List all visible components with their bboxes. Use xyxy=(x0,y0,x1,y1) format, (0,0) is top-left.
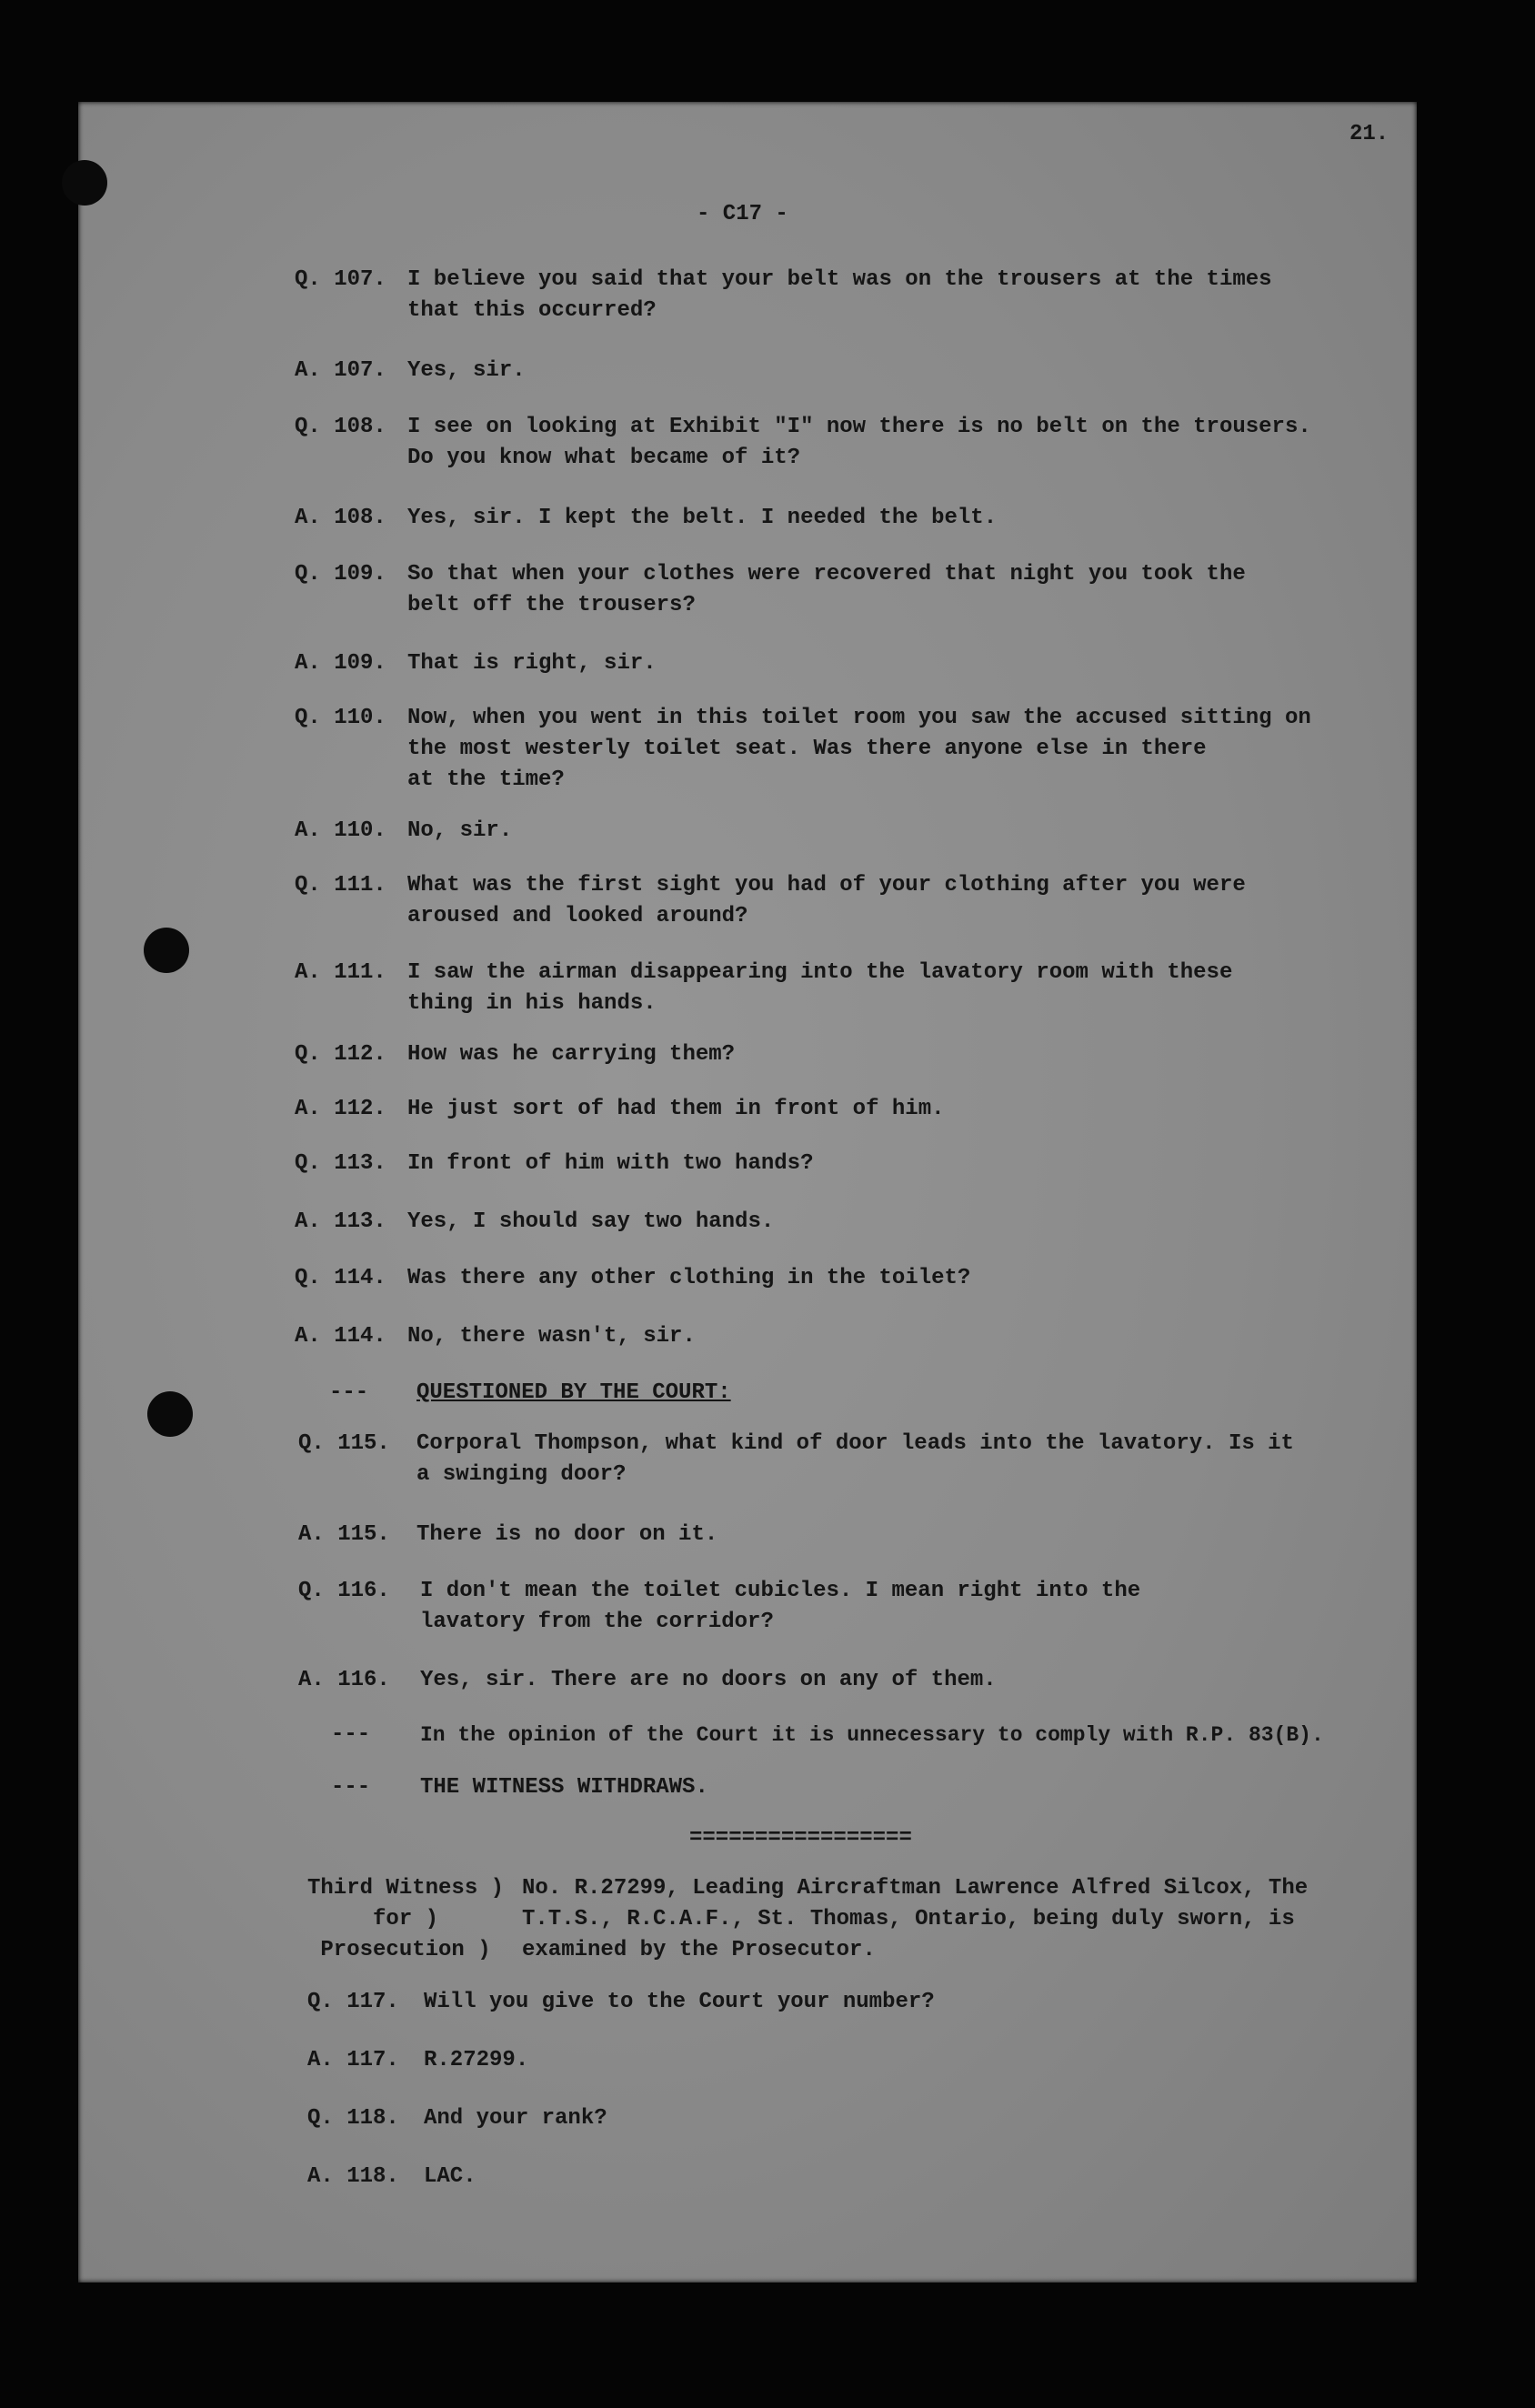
entry-text: That is right, sir. xyxy=(407,651,657,676)
entry-label: A. 108. xyxy=(295,506,386,530)
entry-text: Yes, sir. There are no doors on any of them. xyxy=(420,1668,997,1692)
entry-text: a swinging door? xyxy=(416,1462,627,1487)
punch-hole-middle xyxy=(144,928,189,973)
entry-label: A. 107. xyxy=(295,358,386,383)
witness-label-line: for ) xyxy=(373,1907,439,1931)
entry-text: thing in his hands. xyxy=(407,991,657,1016)
entry-text: the most westerly toilet seat. Was there anyone else in there xyxy=(407,737,1207,761)
witness-details-line: No. R.27299, Leading Aircraftman Lawrence Alfred Silcox, The xyxy=(522,1876,1309,1901)
entry-label: Q. 115. xyxy=(298,1431,390,1456)
entry-label: A. 111. xyxy=(295,960,386,985)
entry-text: No, there wasn't, sir. xyxy=(407,1324,696,1349)
entry-label: A. 118. xyxy=(307,2164,399,2189)
entry-text: Yes, sir. I kept the belt. I needed the belt. xyxy=(407,506,998,530)
page-corner-number: 21. xyxy=(1349,122,1390,146)
entry-label: A. 114. xyxy=(295,1324,386,1349)
entry-text: Corporal Thompson, what kind of door leads into the lavatory. Is it xyxy=(416,1431,1294,1456)
entry-label: A. 113. xyxy=(295,1209,386,1234)
dash-marker: --- xyxy=(329,1380,369,1405)
entry-label: Q. 110. xyxy=(295,706,386,730)
section-heading: QUESTIONED BY THE COURT: xyxy=(416,1380,731,1405)
entry-text: that this occurred? xyxy=(407,298,657,323)
entry-text: What was the first sight you had of your clothing after you were xyxy=(407,873,1246,898)
dash-marker: --- xyxy=(331,1775,371,1800)
entry-label: Q. 117. xyxy=(307,1990,399,2014)
witness-details-line: T.T.S., R.C.A.F., St. Thomas, Ontario, being duly sworn, is xyxy=(522,1907,1295,1931)
entry-text: And your rank? xyxy=(424,2106,607,2131)
entry-text: R.27299. xyxy=(424,2048,529,2072)
entry-text: No, sir. xyxy=(407,818,513,843)
witness-details xyxy=(522,1873,1308,1966)
entry-text: Do you know what became of it? xyxy=(407,446,801,470)
entry-text: I don't mean the toilet cubicles. I mean right into the xyxy=(420,1579,1141,1603)
page-header: - C17 - xyxy=(697,202,788,226)
entry-text: There is no door on it. xyxy=(416,1522,718,1547)
entry-text: Will you give to the Court your number? xyxy=(424,1990,935,2014)
punch-hole-top xyxy=(62,160,107,206)
entry-label: Q. 112. xyxy=(295,1042,386,1067)
entry-text: I believe you said that your belt was on the trousers at the times xyxy=(407,267,1272,292)
entry-label: A. 112. xyxy=(295,1097,386,1121)
entry-label: Q. 113. xyxy=(295,1151,386,1176)
entry-text: LAC. xyxy=(424,2164,477,2189)
document-page xyxy=(78,102,1417,2283)
entry-label: Q. 118. xyxy=(307,2106,399,2131)
entry-text: Was there any other clothing in the toilet? xyxy=(407,1266,971,1290)
entry-label: A. 115. xyxy=(298,1522,390,1547)
entry-label: Q. 109. xyxy=(295,562,386,587)
entry-label: A. 117. xyxy=(307,2048,399,2072)
entry-text: So that when your clothes were recovered that night you took the xyxy=(407,562,1246,587)
entry-text: How was he carrying them? xyxy=(407,1042,736,1067)
entry-label: Q. 114. xyxy=(295,1266,386,1290)
entry-text: Now, when you went in this toilet room you saw the accused sitting on xyxy=(407,706,1311,730)
entry-text: lavatory from the corridor? xyxy=(420,1610,774,1634)
entry-label: Q. 108. xyxy=(295,415,386,439)
witness-label-line: Prosecution ) xyxy=(320,1938,491,1962)
entry-label: Q. 111. xyxy=(295,873,386,898)
entry-text: belt off the trousers? xyxy=(407,593,696,617)
entry-text: I see on looking at Exhibit "I" now there is no belt on the trousers. xyxy=(407,415,1311,439)
dash-marker: --- xyxy=(331,1722,371,1747)
entry-text: Yes, sir. xyxy=(407,358,526,383)
witness-withdraws: THE WITNESS WITHDRAWS. xyxy=(420,1775,708,1800)
entry-text: I saw the airman disappearing into the lavatory room with these xyxy=(407,960,1233,985)
entry-label: A. 116. xyxy=(298,1668,390,1692)
entry-text: He just sort of had them in front of him. xyxy=(407,1097,945,1121)
witness-label xyxy=(307,1873,504,1966)
entry-text: In front of him with two hands? xyxy=(407,1151,814,1176)
punch-hole-lower xyxy=(147,1391,193,1437)
entry-text: at the time? xyxy=(407,768,565,792)
entry-text: Yes, I should say two hands. xyxy=(407,1209,775,1234)
entry-label: A. 109. xyxy=(295,651,386,676)
entry-label: A. 110. xyxy=(295,818,386,843)
entry-text: aroused and looked around? xyxy=(407,904,748,928)
witness-details-line: examined by the Prosecutor. xyxy=(522,1938,876,1962)
court-note: In the opinion of the Court it is unnecessary to comply with R.P. 83(B). xyxy=(420,1723,1324,1747)
separator-line: ================= xyxy=(689,1826,912,1851)
witness-label-line: Third Witness ) xyxy=(307,1876,505,1901)
entry-label: Q. 107. xyxy=(295,267,386,292)
entry-label: Q. 116. xyxy=(298,1579,390,1603)
